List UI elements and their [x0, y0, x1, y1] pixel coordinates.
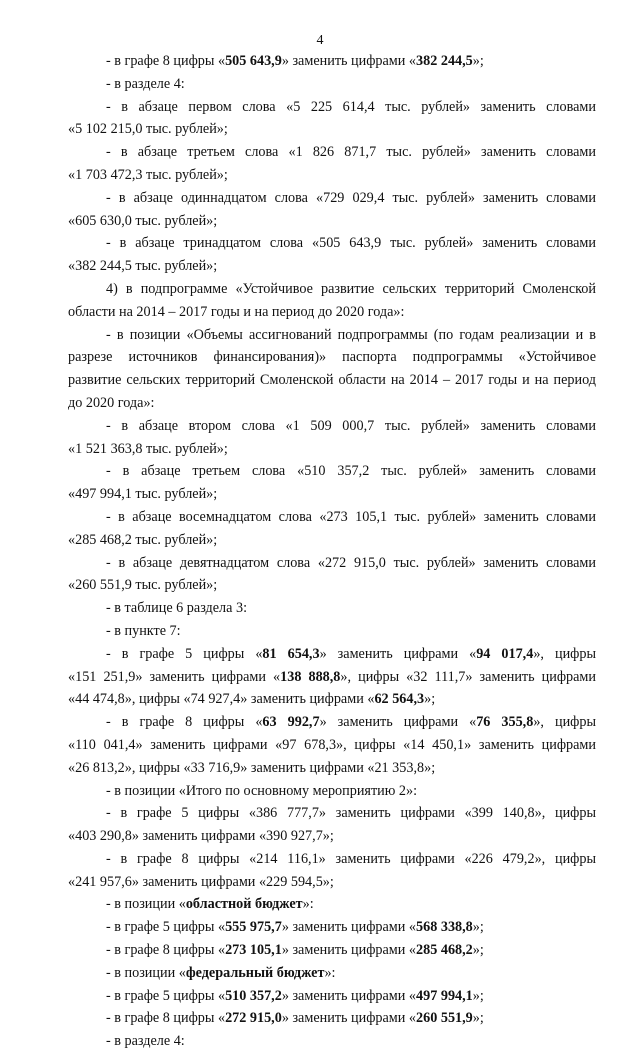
text-segment: - в позиции «Объемы ассигнований подпрограммы (по годам реализации и в	[106, 326, 596, 343]
text-segment: - в графе 8 цифры «	[106, 714, 263, 731]
text-segment: », цифры «32 111,7» заменить цифрами	[340, 668, 597, 685]
text-segment: - в графе 5 цифры «	[106, 919, 226, 936]
text-segment: »;	[472, 987, 484, 1004]
text-segment: - в разделе 4:	[106, 75, 185, 92]
text-segment: - в графе 8 цифры «214 116,1» заменить цифрами «226 479,2», цифры	[106, 850, 596, 867]
text-segment: - в абзаце девятнадцатом слова «272 915,0 тыс. рублей» заменить словами	[106, 554, 596, 571]
text-line	[68, 552, 596, 575]
text-line	[68, 620, 596, 643]
bold-text: федеральный бюджет	[185, 964, 325, 981]
text-segment: «497 994,1 тыс. рублей»;	[68, 486, 218, 503]
text-segment: - в позиции «	[106, 896, 186, 913]
text-segment: - в пункте 7:	[106, 622, 181, 639]
bold-text: 260 551,9	[416, 1010, 473, 1027]
text-line	[68, 141, 596, 164]
text-line	[68, 574, 596, 597]
text-segment: »;	[472, 1010, 484, 1027]
text-line	[68, 301, 596, 324]
text-line	[68, 187, 596, 210]
bold-text: 382 244,5	[416, 53, 473, 69]
bold-text: 555 975,7	[225, 919, 282, 936]
text-segment: » заменить цифрами «	[319, 714, 477, 731]
text-line	[68, 802, 596, 825]
text-line	[68, 1007, 596, 1030]
document-body	[68, 50, 596, 1053]
text-segment: » заменить цифрами «	[281, 919, 417, 936]
text-segment: «151 251,9» заменить цифрами «	[68, 668, 281, 685]
text-segment: 4) в подпрограмме «Устойчивое развитие сельских территорий Смоленской	[106, 280, 596, 297]
text-line	[68, 711, 596, 734]
bold-text: 94 017,4	[476, 645, 534, 662]
page-number: 4	[316, 33, 324, 48]
text-line	[68, 210, 596, 233]
text-segment: »:	[302, 896, 314, 913]
text-line	[68, 255, 596, 278]
text-line	[68, 346, 596, 369]
text-segment: »:	[324, 964, 336, 981]
text-segment: - в абзаце втором слова «1 509 000,7 тыс. рублей» заменить словами	[106, 417, 596, 434]
text-segment: - в абзаце одиннадцатом слова «729 029,4 тыс. рублей» заменить словами	[106, 189, 596, 206]
bold-text: областной бюджет	[185, 896, 303, 913]
text-line	[68, 643, 596, 666]
text-line	[68, 415, 596, 438]
text-segment: «1 521 363,8 тыс. рублей»;	[68, 440, 228, 457]
text-segment: », цифры	[533, 645, 596, 662]
text-line	[68, 460, 596, 483]
bold-text: 138 888,8	[280, 668, 341, 685]
text-segment: » заменить цифрами «	[281, 1010, 417, 1027]
text-segment: - в абзаце третьем слова «510 357,2 тыс. рублей» заменить словами	[106, 463, 596, 480]
text-segment: «1 703 472,3 тыс. рублей»;	[68, 166, 228, 183]
text-segment: развитие сельских территорий Смоленской области на 2014 – 2017 годы и на период	[68, 372, 596, 389]
text-segment: » заменить цифрами «	[281, 942, 417, 959]
text-line	[68, 324, 596, 347]
text-line	[68, 392, 596, 415]
bold-text: 63 992,7	[262, 714, 320, 731]
text-line	[68, 232, 596, 255]
text-segment: - в графе 5 цифры «386 777,7» заменить цифрами «399 140,8», цифры	[106, 805, 596, 822]
text-segment: » заменить цифрами «	[281, 53, 417, 69]
text-line	[68, 962, 596, 985]
bold-text: 81 654,3	[262, 645, 320, 662]
text-segment: области на 2014 – 2017 годы и на период до 2020 года»:	[68, 303, 405, 320]
text-segment: «260 551,9 тыс. рублей»;	[68, 577, 218, 594]
text-segment: - в абзаце тринадцатом слова «505 643,9 тыс. рублей» заменить словами	[106, 235, 596, 252]
text-segment: - в позиции «Итого по основному мероприятию 2»:	[106, 782, 418, 799]
text-line	[68, 848, 596, 871]
text-line	[68, 825, 596, 848]
text-segment: «285 468,2 тыс. рублей»;	[68, 531, 218, 548]
text-line	[68, 529, 596, 552]
text-segment: разрезе источников финансирования)» паспорта подпрограммы «Устойчивое	[68, 349, 596, 366]
text-line	[68, 1030, 596, 1053]
text-segment: » заменить цифрами «	[319, 645, 477, 662]
text-segment: - в позиции «	[106, 964, 186, 981]
bold-text: 62 564,3	[374, 691, 425, 708]
bold-text: 505 643,9	[225, 53, 282, 69]
bold-text: 273 105,1	[225, 942, 282, 959]
text-segment: - в абзаце третьем слова «1 826 871,7 тыс. рублей» заменить словами	[106, 144, 596, 161]
text-line	[68, 50, 596, 73]
bold-text: 285 468,2	[416, 942, 473, 959]
text-segment: »;	[472, 942, 484, 959]
text-line	[68, 666, 596, 689]
text-segment: » заменить цифрами «	[281, 987, 417, 1004]
text-line	[68, 757, 596, 780]
text-line	[68, 164, 596, 187]
text-line	[68, 73, 596, 96]
text-line	[68, 506, 596, 529]
bold-text: 497 994,1	[416, 987, 473, 1004]
text-segment: «44 474,8», цифры «74 927,4» заменить цифрами «	[68, 691, 375, 708]
text-line	[68, 688, 596, 711]
text-segment: - в таблице 6 раздела 3:	[106, 600, 248, 617]
text-line	[68, 278, 596, 301]
text-segment: »;	[472, 53, 484, 69]
text-segment: - в графе 8 цифры «	[106, 53, 226, 69]
text-segment: «5 102 215,0 тыс. рублей»;	[68, 121, 228, 138]
text-segment: «110 041,4» заменить цифрами «97 678,3», цифры «14 450,1» заменить цифрами	[68, 736, 596, 753]
text-segment: - в графе 8 цифры «	[106, 942, 226, 959]
text-segment: - в графе 5 цифры «	[106, 987, 226, 1004]
text-segment: - в графе 8 цифры «	[106, 1010, 226, 1027]
text-line	[68, 438, 596, 461]
text-segment: до 2020 года»:	[68, 394, 155, 411]
text-segment: «403 290,8» заменить цифрами «390 927,7»;	[68, 828, 334, 845]
text-segment: - в разделе 4:	[106, 1033, 185, 1050]
text-line	[68, 939, 596, 962]
text-segment: «241 957,6» заменить цифрами «229 594,5»;	[68, 873, 334, 890]
text-line	[68, 96, 596, 119]
bold-text: 568 338,8	[416, 919, 473, 936]
text-segment: «26 813,2», цифры «33 716,9» заменить цифрами «21 353,8»;	[68, 759, 436, 776]
text-line	[68, 369, 596, 392]
text-line	[68, 916, 596, 939]
text-segment: - в абзаце первом слова «5 225 614,4 тыс. рублей» заменить словами	[106, 98, 596, 115]
bold-text: 510 357,2	[225, 987, 282, 1004]
text-line	[68, 597, 596, 620]
text-line	[68, 985, 596, 1008]
text-segment: »;	[424, 691, 436, 708]
text-line	[68, 734, 596, 757]
text-segment: - в графе 5 цифры «	[106, 645, 263, 662]
text-segment: «382 244,5 тыс. рублей»;	[68, 258, 218, 275]
text-line	[68, 871, 596, 894]
text-segment: »;	[472, 919, 484, 936]
text-segment: - в абзаце восемнадцатом слова «273 105,1 тыс. рублей» заменить словами	[106, 508, 596, 525]
text-line	[68, 118, 596, 141]
text-line	[68, 780, 596, 803]
text-segment: «605 630,0 тыс. рублей»;	[68, 212, 218, 229]
text-segment: », цифры	[533, 714, 596, 731]
bold-text: 272 915,0	[225, 1010, 282, 1027]
text-line	[68, 483, 596, 506]
bold-text: 76 355,8	[476, 714, 534, 731]
